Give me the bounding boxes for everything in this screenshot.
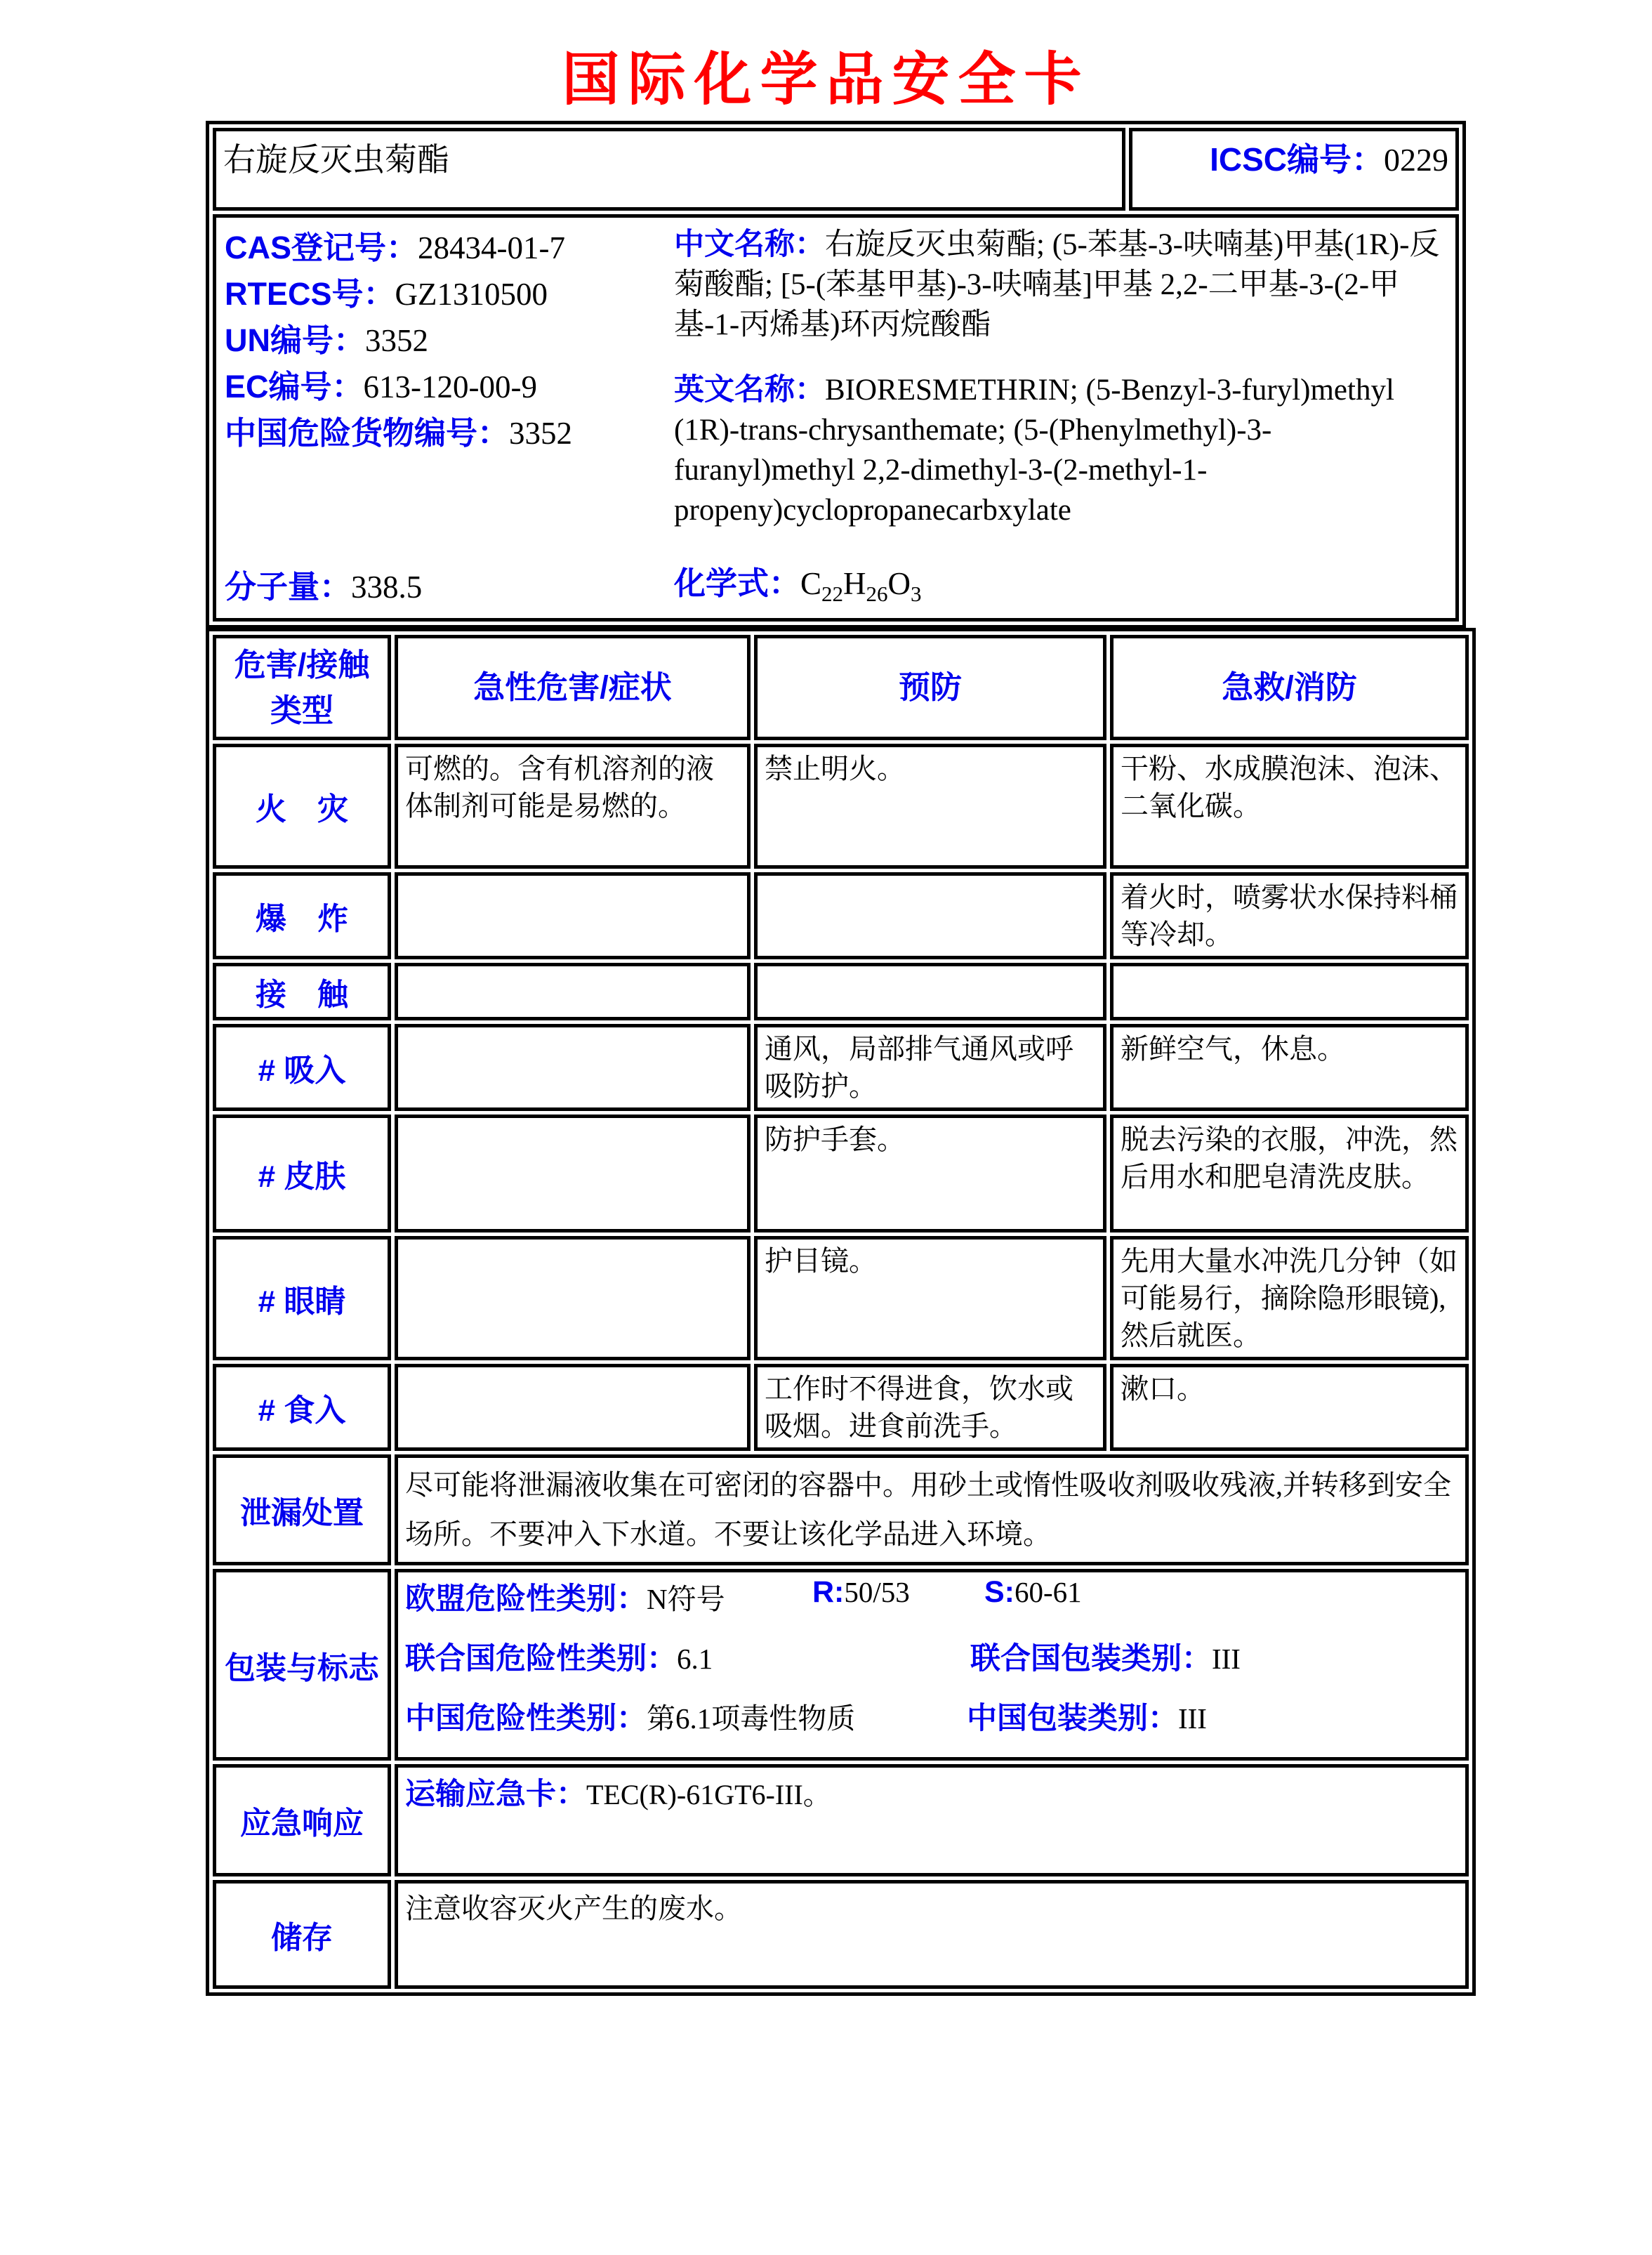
ingestion-label: # 食入 (213, 1364, 391, 1451)
inhalation-response: 新鲜空气，休息。 (1110, 1024, 1469, 1111)
info-cell (213, 214, 1459, 622)
header-hazard-type: 危害/接触类型 (213, 635, 391, 740)
spill-label: 泄漏处置 (213, 1454, 391, 1565)
chemical-formula-label: 化学式： (674, 565, 801, 601)
identifier-row-un (225, 317, 572, 364)
s-phrase-label: S: (984, 1575, 1015, 1609)
spill-text: 尽可能将泄漏液收集在可密闭的容器中。用砂土或惰性吸收剂吸收残液,并转移到安全场所。不要冲入下水道。不要让该化学品进入环境。 (395, 1454, 1469, 1565)
eyes-prevention: 护目镜。 (754, 1236, 1106, 1360)
packaging-line-eu (405, 1575, 1458, 1618)
identifier-row-cas (225, 225, 572, 271)
explosion-response: 着火时，喷雾状水保持料桶等冷却。 (1110, 872, 1469, 959)
explosion-symptom (395, 872, 751, 959)
emergency-cell (395, 1764, 1469, 1876)
hazard-table (206, 628, 1476, 1996)
molecular-weight-label: 分子量： (225, 569, 352, 605)
header-first-aid: 急救/消防 (1110, 635, 1469, 740)
chemical-formula-value: $C_{22}H_{26}O_3$ (800, 566, 922, 606)
identifier-row-ec (225, 364, 572, 410)
english-name-value: BIORESMETHRIN; (5-Benzyl-3-furyl)methyl (1R)-trans-chrysanthemate; (5-(Phenylmethyl)-3-furanyl)methyl 2,2-dimethyl-3-(2-methyl-1-propeny)cyclopropanecarbxylate (674, 374, 1394, 527)
eyes-label: # 眼睛 (213, 1236, 391, 1360)
storage-text: 注意收容灭火产生的废水。 (395, 1880, 1469, 1989)
packaging-line-cn (405, 1695, 1458, 1737)
icsc-label: ICSC编号： (1210, 141, 1384, 178)
hazard-row-skin (213, 1115, 1469, 1232)
cn-class-label: 中国危险性类别： (405, 1702, 647, 1735)
transport-card-label: 运输应急卡： (405, 1777, 586, 1811)
un-value: 3352 (365, 323, 428, 358)
inhalation-symptom (395, 1024, 751, 1111)
chemical-name: 右旋反灭虫菊酯 (213, 128, 1125, 211)
name-block (674, 225, 1447, 530)
contact-symptom (395, 963, 751, 1020)
identifier-row-rtecs (225, 271, 572, 317)
ingestion-response: 漱口。 (1110, 1364, 1469, 1451)
chinese-name-label: 中文名称： (674, 228, 825, 261)
contact-label: 接 触 (213, 963, 391, 1020)
un-pack-label: 联合国包装类别： (970, 1642, 1212, 1676)
hazard-row-inhalation (213, 1024, 1469, 1111)
storage-label: 储存 (213, 1880, 391, 1989)
molecular-weight (225, 561, 422, 607)
cn-pack-value: III (1178, 1702, 1207, 1735)
cn-dg-value: 3352 (509, 416, 573, 451)
emergency-row (213, 1764, 1469, 1876)
ingestion-symptom (395, 1364, 751, 1451)
spill-row (213, 1454, 1469, 1565)
header-prevention: 预防 (754, 635, 1106, 740)
eu-class-value: N符号 (647, 1583, 725, 1615)
name-row (213, 128, 1459, 211)
explosion-label: 爆 炸 (213, 872, 391, 959)
identification-table (206, 121, 1466, 629)
contact-response (1110, 963, 1469, 1020)
un-label: UN编号： (225, 322, 365, 358)
hazard-row-explosion (213, 872, 1469, 959)
chinese-name-value: 右旋反灭虫菊酯; (5-苯基-3-呋喃基)甲基(1R)-反菊酸酯; [5-(苯基甲基)-3-呋喃基]甲基 2,2-二甲基-3-(2-甲基-1-丙烯基)环丙烷酸酯 (674, 228, 1440, 341)
hazard-row-ingestion (213, 1364, 1469, 1451)
hazard-row-fire (213, 744, 1469, 869)
fire-label: 火 灾 (213, 744, 391, 869)
storage-row (213, 1880, 1469, 1989)
skin-response: 脱去污染的衣服，冲洗，然后用水和肥皂清洗皮肤。 (1110, 1115, 1469, 1232)
icsc-number: 0229 (1384, 142, 1448, 178)
english-name-paragraph (674, 370, 1447, 530)
info-row (213, 214, 1459, 622)
hazard-row-contact (213, 963, 1469, 1020)
packaging-label: 包装与标志 (213, 1569, 391, 1761)
rtecs-value: GZ1310500 (395, 277, 548, 312)
cn-pack-label: 中国包装类别： (967, 1702, 1178, 1735)
chinese-name-paragraph (674, 225, 1447, 345)
identifier-list (225, 225, 572, 456)
fire-response: 干粉、水成膜泡沫、泡沫、二氧化碳。 (1110, 744, 1469, 869)
ec-value: 613-120-00-9 (363, 369, 537, 405)
molecular-weight-value: 338.5 (351, 570, 423, 605)
english-name-label: 英文名称： (674, 373, 825, 407)
packaging-line-un (405, 1635, 1458, 1678)
un-class-value: 6.1 (677, 1643, 713, 1675)
header-acute-symptoms: 急性危害/症状 (395, 635, 751, 740)
fire-prevention: 禁止明火。 (754, 744, 1106, 869)
cn-dg-label: 中国危险货物编号： (225, 415, 510, 451)
packaging-cell (395, 1569, 1469, 1761)
fire-symptom: 可燃的。含有机溶剂的液体制剂可能是易燃的。 (395, 744, 751, 869)
emergency-label: 应急响应 (213, 1764, 391, 1876)
page-title: 国际化学品安全卡 (562, 48, 1090, 112)
explosion-prevention (754, 872, 1106, 959)
icsc-cell (1129, 128, 1459, 211)
ingestion-prevention: 工作时不得进食，饮水或吸烟。进食前洗手。 (754, 1364, 1106, 1451)
un-class-label: 联合国危险性类别： (405, 1642, 677, 1676)
cas-label: CAS登记号： (225, 230, 418, 265)
eyes-symptom (395, 1236, 751, 1360)
identifier-row-cn-dg (225, 410, 572, 456)
skin-label: # 皮肤 (213, 1115, 391, 1232)
eu-class-label: 欧盟危险性类别： (405, 1582, 647, 1616)
s-phrase-value: 60-61 (1015, 1576, 1082, 1608)
skin-symptom (395, 1115, 751, 1232)
rtecs-label: RTECS号： (225, 276, 395, 312)
chemical-formula (674, 558, 922, 607)
hazard-header-row (213, 635, 1469, 740)
inhalation-prevention: 通风，局部排气通风或呼吸防护。 (754, 1024, 1106, 1111)
cn-class-value: 第6.1项毒性物质 (647, 1702, 856, 1735)
hazard-row-eyes (213, 1236, 1469, 1360)
transport-card-value: TEC(R)-61GT6-III。 (586, 1779, 831, 1810)
r-phrase-label: R: (812, 1575, 845, 1609)
un-pack-value: III (1212, 1643, 1241, 1675)
skin-prevention: 防护手套。 (754, 1115, 1106, 1232)
ec-label: EC编号： (225, 369, 364, 405)
contact-prevention (754, 963, 1106, 1020)
packaging-row (213, 1569, 1469, 1761)
inhalation-label: # 吸入 (213, 1024, 391, 1111)
r-phrase-value: 50/53 (844, 1576, 910, 1608)
eyes-response: 先用大量水冲洗几分钟（如可能易行，摘除隐形眼镜),然后就医。 (1110, 1236, 1469, 1360)
cas-value: 28434-01-7 (418, 230, 565, 265)
